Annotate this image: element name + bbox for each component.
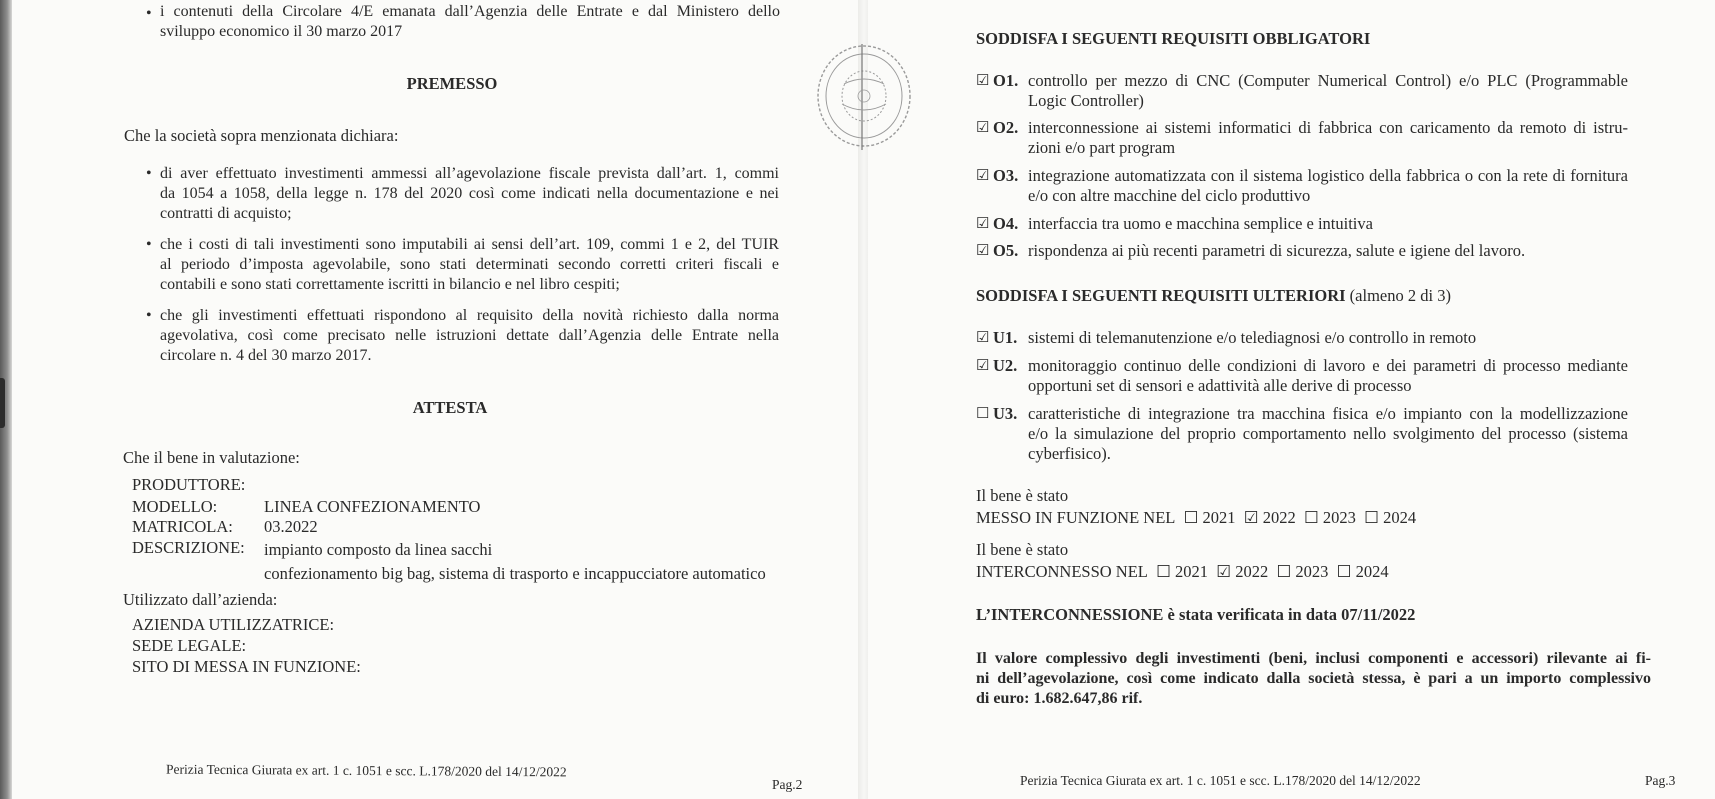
requirement-o4 — [976, 214, 1656, 236]
premesso-bullet-line: di aver effettuato investimenti ammessi all’agevolazione fiscale prevista dall’art. 1, commi — [160, 165, 779, 182]
requirement-text — [1028, 356, 1628, 396]
requirement-text — [1028, 166, 1628, 206]
premesso-bullet-line: agevolativa, così come precisato nelle istruzioni dettate dall’Agenzia delle Entrate nella — [160, 327, 779, 344]
interconnesso-label: INTERCONNESSO NEL — [976, 562, 1148, 581]
checkbox-checked-icon[interactable]: ☑ — [976, 168, 990, 184]
funzione-label: MESSO IN FUNZIONE NEL — [976, 508, 1176, 527]
checkbox-checked-icon[interactable]: ☑ — [976, 330, 990, 346]
checkbox-checked-icon[interactable]: ☑ — [976, 243, 990, 259]
premesso-bullet-line: che gli investimenti effettuati rispondono al requisito della novità richiesto dalla norma — [160, 307, 779, 324]
requirement-u3 — [976, 404, 1656, 466]
descrizione-label: DESCRIZIONE: — [132, 538, 245, 557]
requirement-line: interfaccia tra uomo e macchina semplice e intuitiva — [1028, 214, 1373, 233]
requirement-o3 — [976, 166, 1656, 208]
requirement-code: U2. — [993, 356, 1018, 375]
interconnessione-statement: L’INTERCONNESSIONE è stata verificata in data 07/11/2022 — [976, 605, 1416, 624]
year-option: 2022 — [1235, 562, 1269, 581]
sede-label: SEDE LEGALE: — [132, 636, 247, 655]
requirement-text — [1028, 71, 1628, 111]
year-option: 2023 — [1295, 562, 1329, 581]
bullet-icon: • — [146, 5, 152, 22]
intro-bullet — [160, 2, 780, 42]
requirement-code: U3. — [993, 404, 1018, 423]
premesso-bullet-line: che i costi di tali investimenti sono imputabili ai sensi dell’art. 109, commi 1 e 2, del TUIR — [160, 236, 779, 253]
requirement-text — [1028, 404, 1628, 464]
sito-label: SITO DI MESSA IN FUNZIONE: — [132, 657, 361, 676]
obbligatori-heading: SODDISFA I SEGUENTI REQUISITI OBBLIGATORI — [976, 29, 1371, 48]
requirement-code: U1. — [993, 328, 1018, 347]
year-option: 2024 — [1355, 562, 1389, 581]
requirement-line: rispondenza ai più recenti parametri di sicurezza, salute e igiene del lavoro. — [1028, 241, 1526, 260]
azienda-label: AZIENDA UTILIZZATRICE: — [132, 615, 335, 634]
modello-label: MODELLO: — [132, 497, 218, 516]
valore-line: di euro: 1.682.647,86 rif. — [976, 690, 1143, 707]
requirement-line: sistemi di telemanutenzione e/o telediagnosi e/o controllo in remoto — [1028, 328, 1477, 347]
premesso-bullet-line: al periodo d’imposta agevolabile, sono stati determinati secondo corretti criteri fiscali e — [160, 256, 779, 273]
intro-bullet-line: sviluppo economico il 30 marzo 2017 — [160, 23, 403, 40]
requirement-code: O2. — [993, 118, 1019, 137]
requirement-code: O4. — [993, 214, 1019, 233]
intro-bullet-line: i contenuti della Circolare 4/E emanata dall’Agenzia delle Entrate e dal Ministero dello — [160, 3, 780, 20]
panel-collapse-handle[interactable] — [0, 378, 5, 428]
footer-text: Perizia Tecnica Giurata ex art. 1 c. 1051 e scc. L.178/2020 del 14/12/2022 — [1020, 773, 1421, 788]
viewer-left-edge — [0, 0, 12, 799]
bullet-icon: • — [146, 236, 152, 253]
page-number: Pag.2 — [772, 777, 803, 792]
premesso-bullet-line: circolare n. 4 del 30 marzo 2017. — [160, 347, 372, 364]
year-option: 2024 — [1383, 508, 1417, 527]
attesta-intro: Che il bene in valutazione: — [123, 448, 300, 467]
requirement-text — [1028, 214, 1628, 234]
checkbox-unchecked-icon[interactable]: ☐ — [976, 406, 990, 422]
footer-text: Perizia Tecnica Giurata ex art. 1 c. 1051 e scc. L.178/2020 del 14/12/2022 — [165, 761, 567, 780]
checkbox-unchecked-icon[interactable]: ☐ — [1336, 562, 1352, 581]
requirement-u1 — [976, 328, 1656, 350]
requirement-code: O3. — [993, 166, 1019, 185]
checkbox-unchecked-icon[interactable]: ☐ — [1276, 562, 1292, 581]
modello-value: LINEA CONFEZIONAMENTO — [264, 497, 481, 516]
premesso-bullet — [160, 306, 779, 366]
interconnesso-intro: Il bene è stato — [976, 540, 1069, 559]
year-option: 2021 — [1175, 562, 1209, 581]
checkbox-checked-icon[interactable]: ☑ — [976, 120, 990, 136]
requirement-text — [1028, 241, 1628, 261]
year-option: 2022 — [1262, 508, 1296, 527]
descrizione-value-line: impianto composto da linea sacchi — [264, 540, 493, 559]
checkbox-checked-icon[interactable]: ☑ — [976, 73, 990, 89]
requirement-line: integrazione automatizzata con il sistema logistico della fabbrica o con la rete di fornitura — [1028, 166, 1628, 185]
checkbox-checked-icon[interactable]: ☑ — [1216, 562, 1232, 581]
premesso-heading: PREMESSO — [406, 74, 498, 93]
premesso-bullet — [160, 235, 779, 295]
requirement-o1 — [976, 71, 1656, 113]
funzione-row — [976, 508, 1416, 528]
requirement-line: zioni e/o part program — [1028, 138, 1176, 157]
requirement-code: O5. — [993, 241, 1019, 260]
descrizione-value-line: confezionamento big bag, sistema di trasporto e incappucciatore automatico — [264, 564, 766, 583]
premesso-bullet-line: da 1054 a 1058, della legge n. 178 del 2020 così come indicati nella documentazione e nei — [160, 185, 779, 202]
checkbox-unchecked-icon[interactable]: ☐ — [1303, 508, 1319, 527]
ulteriori-heading-block — [976, 286, 1451, 306]
attesta-heading: ATTESTA — [412, 398, 488, 417]
ulteriori-note: (almeno 2 di 3) — [1349, 286, 1451, 305]
requirement-line: opportuni set di sensori e adattività alle derive di processo — [1028, 376, 1412, 395]
premesso-bullet-line: contratti di acquisto; — [160, 205, 292, 222]
interconnesso-row — [976, 562, 1389, 582]
checkbox-unchecked-icon[interactable]: ☐ — [1156, 562, 1171, 581]
page-number: Pag.3 — [1645, 773, 1676, 788]
valore-line: Il valore complessivo degli investimenti (beni, inclusi componenti e accessori) rilevante ai fi- — [976, 650, 1651, 667]
requirement-line: controllo per mezzo di CNC (Computer Numerical Control) e/o PLC (Programmable — [1028, 71, 1628, 90]
requirement-line: interconnessione ai sistemi informatici di fabbrica con caricamento da remoto di istru- — [1028, 118, 1628, 137]
checkbox-checked-icon[interactable]: ☑ — [976, 358, 990, 374]
ulteriori-heading: SODDISFA I SEGUENTI REQUISITI ULTERIORI — [976, 286, 1346, 305]
requirement-line: caratteristiche di integrazione tra macchina fisica e/o impianto con la modellizzazione — [1028, 404, 1628, 423]
checkbox-unchecked-icon[interactable]: ☐ — [1364, 508, 1379, 527]
requirement-text — [1028, 118, 1628, 158]
produttore-label: PRODUTTORE: — [132, 475, 246, 494]
requirement-line: Logic Controller) — [1028, 91, 1144, 110]
requirement-o5 — [976, 241, 1656, 263]
year-option: 2023 — [1322, 508, 1356, 527]
requirement-u2 — [976, 356, 1656, 398]
checkbox-checked-icon[interactable]: ☑ — [1243, 508, 1259, 527]
premesso-bullet — [160, 164, 779, 224]
funzione-intro: Il bene è stato — [976, 486, 1069, 505]
requirement-text — [1028, 328, 1628, 348]
requirement-line: cyberfisico). — [1028, 444, 1111, 463]
valore-line: ni dell’agevolazione, così come indicato dalla società stessa, è pari a un importo complessivo — [976, 670, 1651, 687]
premesso-intro: Che la società sopra menzionata dichiara: — [124, 126, 399, 145]
matricola-label: MATRICOLA: — [132, 517, 233, 536]
requirement-line: e/o con altre macchine del ciclo produttivo — [1028, 186, 1311, 205]
matricola-value: 03.2022 — [264, 517, 318, 536]
bullet-icon: • — [146, 307, 152, 324]
checkbox-checked-icon[interactable]: ☑ — [976, 216, 990, 232]
valore-paragraph — [976, 649, 1651, 709]
bullet-icon: • — [146, 165, 152, 182]
requirement-line: monitoraggio continuo delle condizioni di lavoro e dei parametri di processo mediante — [1028, 356, 1628, 375]
checkbox-unchecked-icon[interactable]: ☐ — [1183, 508, 1199, 527]
utilizzato-intro: Utilizzato dall’azienda: — [123, 590, 278, 609]
requirement-code: O1. — [993, 71, 1019, 90]
year-option: 2021 — [1202, 508, 1236, 527]
official-stamp-icon — [814, 44, 912, 150]
requirement-o2 — [976, 118, 1656, 160]
premesso-bullet-line: contabili e sono stati correttamente iscritti in bilancio e nel libro cespiti; — [160, 276, 620, 293]
requirement-line: e/o la simulazione del proprio comportamento nello svolgimento del processo (sistema — [1028, 424, 1628, 443]
